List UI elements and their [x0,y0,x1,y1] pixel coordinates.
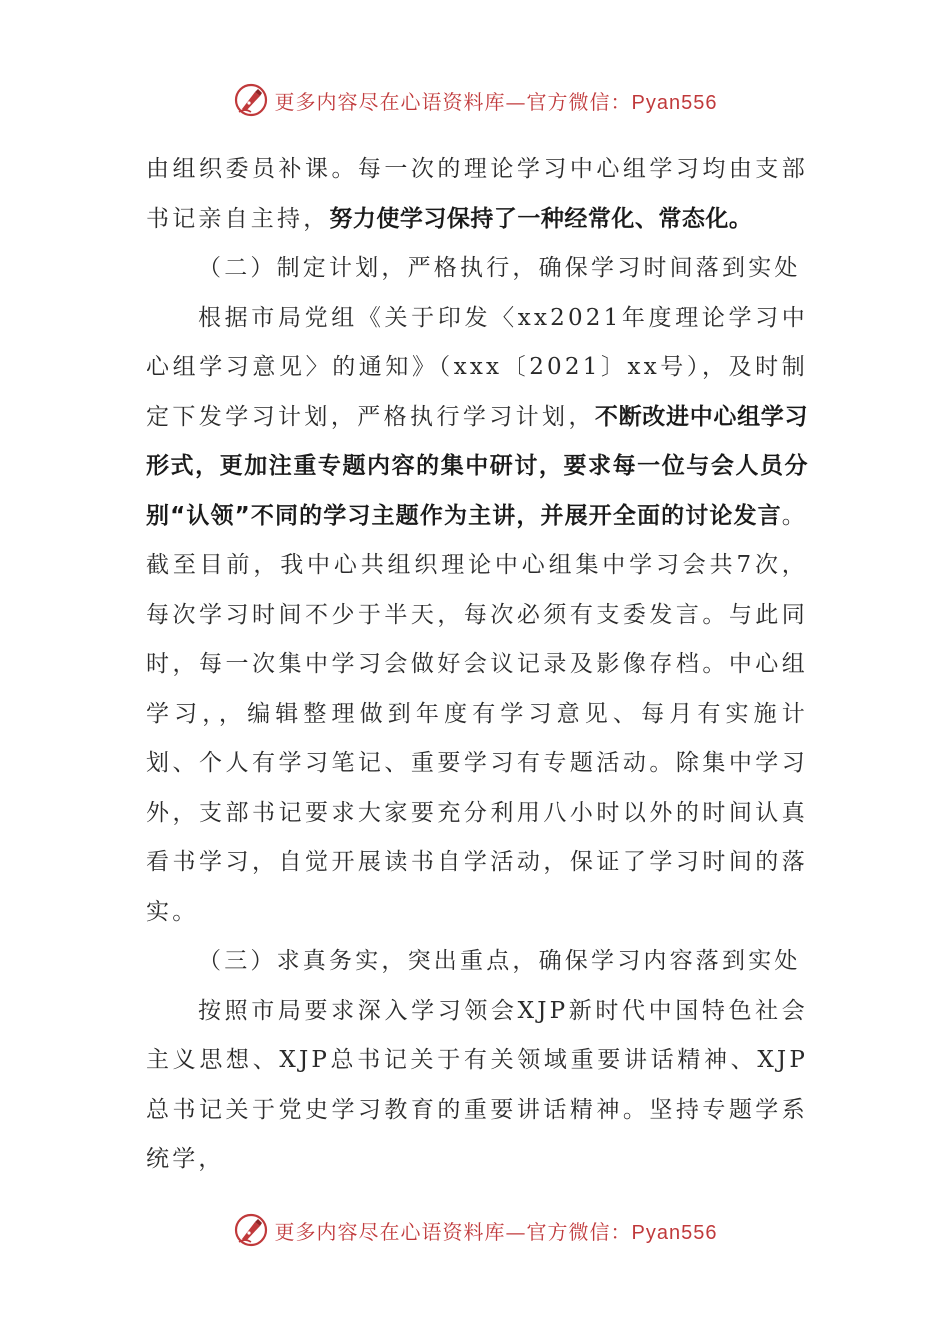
footer-banner [0,1210,950,1250]
section-heading-3: （三）求真务实，突出重点，确保学习内容落到实处 [198,948,801,974]
paragraph-3: 按照市局要求深入学习领会XJP新时代中国特色社会主义思想、XJP总书记关于有关领域重要讲话精神、XJP总书记关于党史学习教育的重要讲话精神。坚持专题学系统学， [146,997,808,1172]
pen-nib-logo-icon [233,82,269,118]
banner-text: 更多内容尽在心语资料库—官方微信：Pyan556 [274,89,718,114]
header-banner [0,80,950,120]
paragraph-2: 根据市局党组《关于印发〈xx2021年度理论学习中心组学习意见〉的通知》（xxx〔2021〕xx号），及时制定下发学习计划，严格执行学习计划，不断改进中心组学习形式，更加注重专题内容的集中研讨，要求每一位与会人员分别“认领”不同的学习主题作为主讲，并展开全面的讨论发言。截至目前，我中心共组织理论中心组集中学习会共7次，每次学习时间不少于半天，每次必须有支委发言。与此同时，每一次集中学习会做好会议记录及影像存档。中心组学习，，编辑整理做到年度有学习意见、每月有实施计划、个人有学习笔记、重要学习有专题活动。除集中学习外，支部书记要求大家要充分利用八小时以外的时间认真看书学习，自觉开展读书自学活动，保证了学习时间的落实。 [146,304,809,925]
bold-phrase: 不断改进中心组学习形式，更加注重专题内容的集中研讨，要求每一位与会人员分别“认领”不同的学习主题作为主讲，并展开全面的讨论发言 [146,403,809,529]
document-body [146,145,808,1185]
bold-phrase: 努力使学习保持了一种经常化、常态化。 [329,205,753,232]
paragraph-1: 由组织委员补课。每一次的理论学习中心组学习均由支部书记亲自主持，努力使学习保持了一种经常化、常态化。 [146,156,808,232]
section-heading-2: （二）制定计划，严格执行，确保学习时间落到实处 [198,255,801,281]
banner-text: 更多内容尽在心语资料库—官方微信：Pyan556 [274,1219,718,1244]
wechat-id: Pyan556 [631,1221,718,1244]
wechat-id: Pyan556 [631,91,718,114]
pen-nib-logo-icon [233,1212,269,1248]
